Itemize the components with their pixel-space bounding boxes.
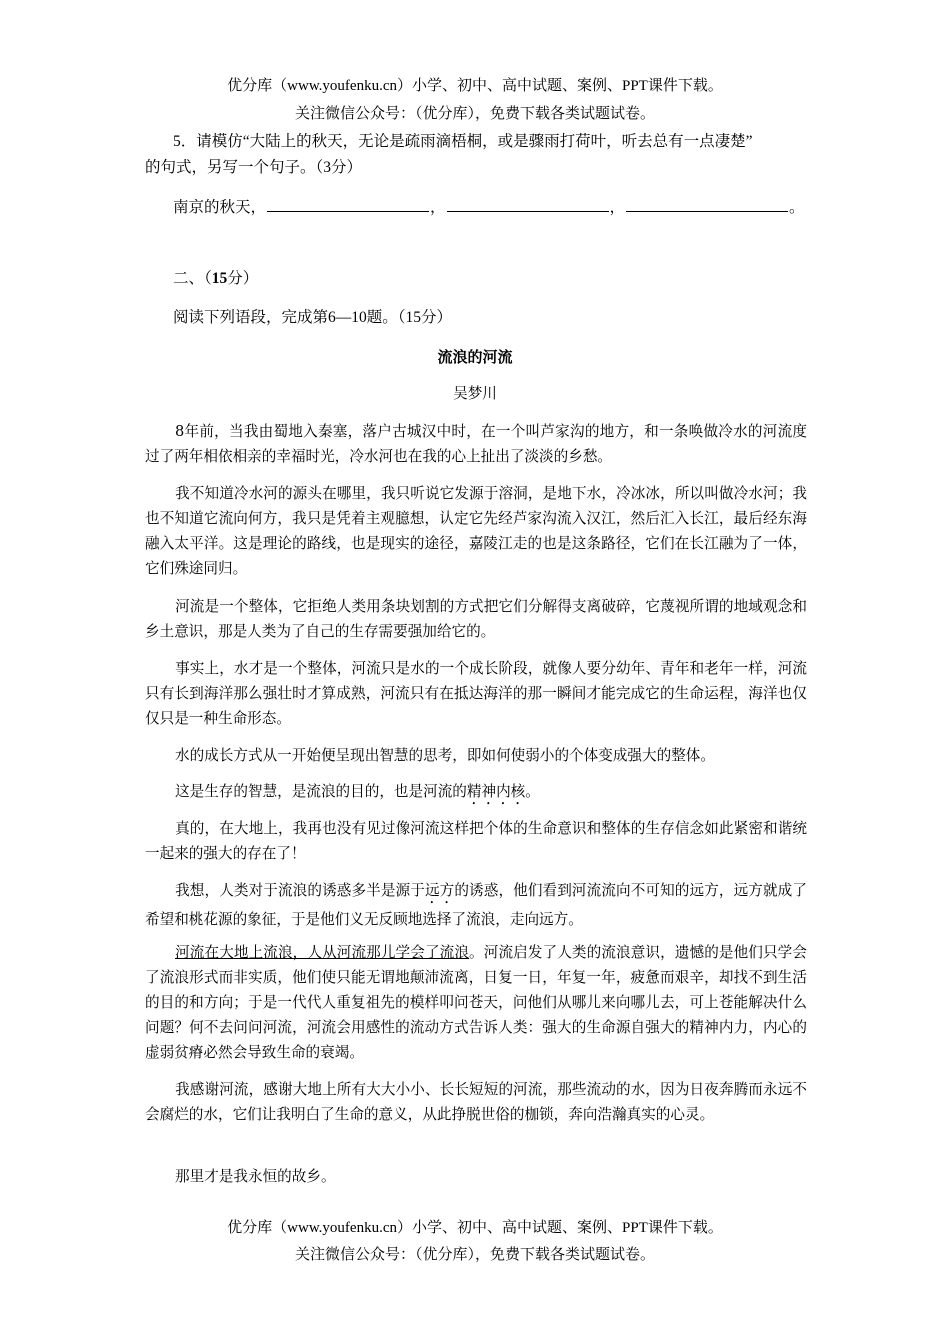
answer-sep-2: ，: [609, 199, 626, 216]
section-2-heading-suffix: 分）: [227, 270, 259, 287]
paragraph-10-text: 我感谢河流，感谢大地上所有大大小小、长长短短的河流，那些流动的水，因为日夜奔腾而永远不会腐烂的水，它们让我明白了生命的意义，从此挣脱世俗的枷锁，奔向浩瀚真实的心灵。: [145, 1081, 807, 1123]
paragraph-5: [145, 743, 807, 768]
paragraph-6-end: 。: [525, 783, 540, 800]
paragraph-10: [145, 1077, 807, 1127]
paragraph-1: [145, 419, 807, 469]
paragraph-6-text: 这是生存的智慧，是流浪的目的，也是河流的: [175, 783, 467, 800]
paragraph-7: [145, 816, 807, 866]
paragraph-8-text: 我想，人类对于流浪的诱惑多半是源于: [175, 882, 425, 899]
underlined-sentence: 河流在大地上流浪，人从河流那儿学会了流浪: [175, 944, 470, 961]
paragraph-9: [145, 940, 807, 1065]
question-5-line-2: 的句式，另写一个句子。（3分）: [145, 159, 363, 176]
footer-line-2: 关注微信公众号：（优分库），免费下载各类试题试卷。: [294, 1247, 655, 1263]
paragraph-3-text: 河流是一个整体，它拒绝人类用条块划割的方式把它们分解得支离破碎，它蔑视所谓的地域观念和乡土意识，那是人类为了自己的生存需要强加给它的。: [145, 598, 807, 640]
paragraph-2: [145, 481, 807, 581]
section-2-heading: [173, 268, 258, 290]
answer-prefix: 南京的秋天，: [173, 199, 267, 216]
question-5-line-1: 5．请模仿“大陆上的秋天，无论是疏雨滴梧桐，或是骤雨打荷叶，听去总有一点凄楚”: [173, 133, 753, 150]
article-title: 流浪的河流: [437, 348, 513, 366]
paragraph-3: [145, 594, 807, 644]
emphasized-phrase: 精神内核: [466, 783, 526, 800]
paragraph-5-text: 水的成长方式从一开始便呈现出智慧的思考，即如何使弱小的个体变成强大的整体。: [175, 747, 715, 764]
header-line-1: 优分库（www.youfenku.cn）小学、初中、高中试题、案例、PPT课件下载。: [227, 78, 723, 94]
question-5-answer-line: [173, 197, 805, 219]
paragraph-8-rest: 的诱惑，他们看到河流流向不可知的远方，远方就成了希望和桃花源的象征，于是他们义无反顾地选择了流浪，走向远方。: [145, 882, 807, 928]
paragraph-7-text: 真的，在大地上，我再也没有见过像河流这样把个体的生命意识和整体的生存信念如此紧密和谐统一起来的强大的存在了！: [145, 820, 807, 862]
answer-blank-2[interactable]: [447, 197, 609, 212]
paragraph-11-text: 那里才是我永恒的故乡。: [175, 1168, 336, 1185]
answer-blank-3[interactable]: [626, 197, 788, 212]
paragraph-9-text: 。河流启发了人类的流浪意识，遗憾的是他们只学会了流浪形式而非实质，他们使只能无谓地颠沛流离，日复一日，年复一年，疲惫而艰辛，却找不到生活的目的和方向；于是一代代人重复祖先的模样叩问苍天，问他们从哪儿来向哪儿去，可上苍能解决什么问题？何不去问问河流，河流会用感性的流动方式告诉人类：强大的生命源自强大的精神内力，内心的虚弱贫瘠必然会导致生命的衰竭。: [145, 944, 807, 1061]
answer-sep-1: ，: [430, 199, 446, 216]
paragraph-11: [145, 1164, 807, 1189]
article-author: 吴梦川: [453, 385, 497, 402]
section-2-heading-prefix: 二、（: [173, 270, 212, 287]
paragraph-6: [145, 779, 807, 808]
paragraph-1-text: 8年前，当我由蜀地入秦塞，落户古城汉中时，在一个叫芦家沟的地方，和一条唤做冷水的河流度过了两年相依相亲的幸福时光，冷水河也在我的心上扯出了淡淡的乡愁。: [145, 423, 807, 465]
header-line-2: 关注微信公众号：（优分库），免费下载各类试题试卷。: [294, 106, 655, 122]
section-2-heading-score: 15: [211, 270, 228, 287]
paragraph-4-text: 事实上，水才是一个整体，河流只是水的一个成长阶段，就像人要分幼年、青年和老年一样，河流只有长到海洋那么强壮时才算成熟，河流只有在抵达海洋的那一瞬间才能完成它的生命运程，海洋也仅仅只是一种生命形态。: [145, 660, 807, 727]
footer-line-1: 优分库（www.youfenku.cn）小学、初中、高中试题、案例、PPT课件下载。: [227, 1220, 723, 1236]
emphasized-word: 远方: [424, 882, 455, 899]
paragraph-2-text: 我不知道冷水河的源头在哪里，我只听说它发源于溶洞，是地下水，冷冰冰，所以叫做冷水河；我也不知道它流向何方，我只是凭着主观臆想，认定它先经芦家沟流入汉江，然后汇入长江，最后经东海融入太平洋。这是理论的路线，也是现实的途径，嘉陵江走的也是这条路径，它们在长江融为了一体，它们殊途同归。: [145, 485, 807, 577]
answer-end: 。: [789, 199, 805, 216]
paragraph-8: [145, 878, 807, 932]
paragraph-4: [145, 656, 807, 731]
section-2-instruction: 阅读下列语段，完成第6—10题。（15分）: [173, 309, 453, 326]
answer-blank-1[interactable]: [267, 197, 429, 212]
